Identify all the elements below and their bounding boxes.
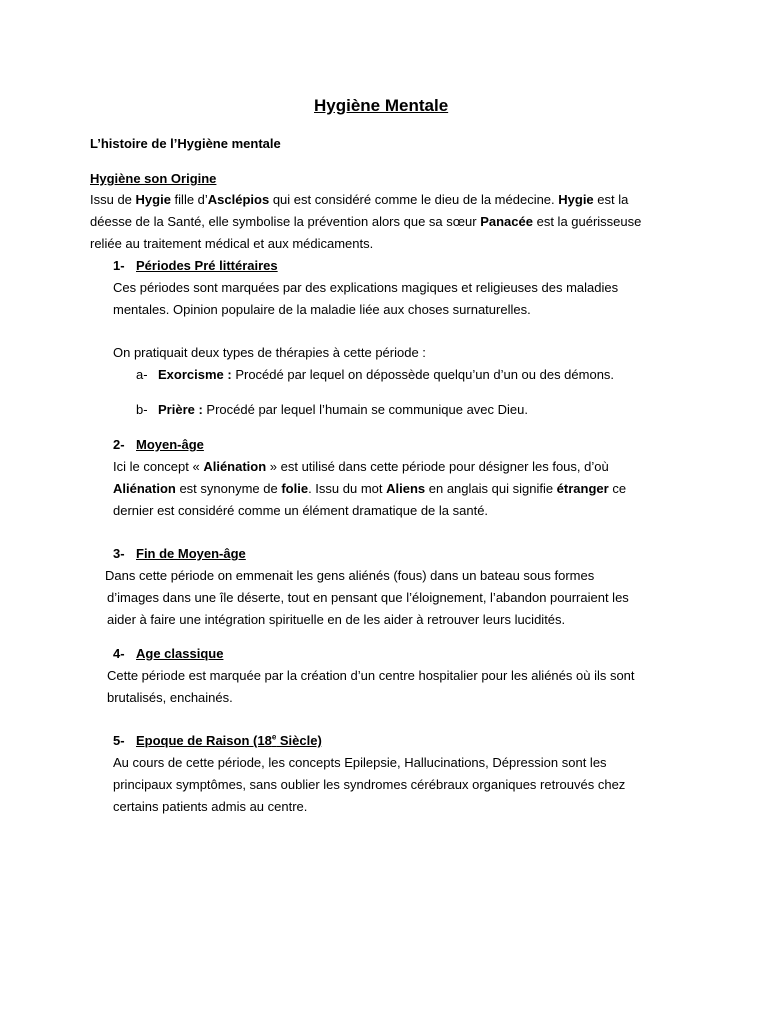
list-item-b: Prière : Procédé par lequel l’humain se communique avec Dieu. bbox=[158, 402, 528, 417]
section-2-line-3: dernier est considéré comme un élément dramatique de la santé. bbox=[113, 503, 489, 518]
origin-line-1: Issu de Hygie fille d’Asclépios qui est considéré comme le dieu de la médecine. Hygie est la bbox=[90, 192, 629, 207]
section-1-intro: On pratiquait deux types de thérapies à cette période : bbox=[113, 345, 426, 360]
section-4-line-2: brutalisés, enchainés. bbox=[107, 690, 233, 705]
origin-line-2: déesse de la Santé, elle symbolise la prévention alors que sa sœur Panacée est la guérisseuse bbox=[90, 214, 642, 229]
section-2-number: 2- bbox=[113, 437, 125, 452]
section-3-line-3: aider à faire une intégration spirituelle en de les aider à retrouver leurs lucidités. bbox=[107, 612, 566, 627]
section-1-number: 1- bbox=[113, 258, 125, 273]
origin-heading: Hygiène son Origine bbox=[90, 171, 217, 186]
list-item-a-mark: a- bbox=[136, 367, 148, 382]
section-1-line-2: mentales. Opinion populaire de la maladie liée aux choses surnaturelles. bbox=[113, 302, 531, 317]
section-5-line-3: certains patients admis au centre. bbox=[113, 799, 308, 814]
list-item-a: Exorcisme : Procédé par lequel on dépossède quelqu’un d’un ou des démons. bbox=[158, 367, 615, 382]
section-3-number: 3- bbox=[113, 546, 125, 561]
list-item-b-mark: b- bbox=[136, 402, 148, 417]
section-4-line-1: Cette période est marquée par la création d’un centre hospitalier pour les aliénés où ils sont bbox=[107, 668, 635, 683]
section-4-number: 4- bbox=[113, 646, 125, 661]
section-4-heading: Age classique bbox=[136, 646, 224, 661]
document-subtitle: L’histoire de l’Hygiène mentale bbox=[90, 136, 281, 151]
section-2-line-2: Aliénation est synonyme de folie. Issu du mot Aliens en anglais qui signifie étranger ce bbox=[113, 481, 627, 496]
section-5-line-1: Au cours de cette période, les concepts Epilepsie, Hallucinations, Dépression sont les bbox=[113, 755, 607, 770]
section-5-line-2: principaux symptômes, sans oublier les syndromes cérébraux organiques retrouvés chez bbox=[113, 777, 626, 792]
section-3-heading: Fin de Moyen-âge bbox=[136, 546, 246, 561]
section-3-line-2: d’images dans une île déserte, tout en pensant que l’éloignement, l’abandon pourraient les bbox=[107, 590, 629, 605]
section-2-line-1: Ici le concept « Aliénation » est utilisé dans cette période pour désigner les fous, d’où bbox=[113, 459, 609, 474]
section-5-heading: Epoque de Raison (18e Siècle) bbox=[136, 732, 322, 748]
section-2-heading: Moyen-âge bbox=[136, 437, 204, 452]
section-5-number: 5- bbox=[113, 733, 125, 748]
section-1-heading: Périodes Pré littéraires bbox=[136, 258, 278, 273]
section-1-line-1: Ces périodes sont marquées par des explications magiques et religieuses des maladies bbox=[113, 280, 619, 295]
origin-line-3: reliée au traitement médical et aux médicaments. bbox=[90, 236, 374, 251]
section-3-line-1: Dans cette période on emmenait les gens aliénés (fous) dans un bateau sous formes bbox=[105, 568, 595, 583]
page-title: Hygiène Mentale bbox=[314, 96, 449, 115]
